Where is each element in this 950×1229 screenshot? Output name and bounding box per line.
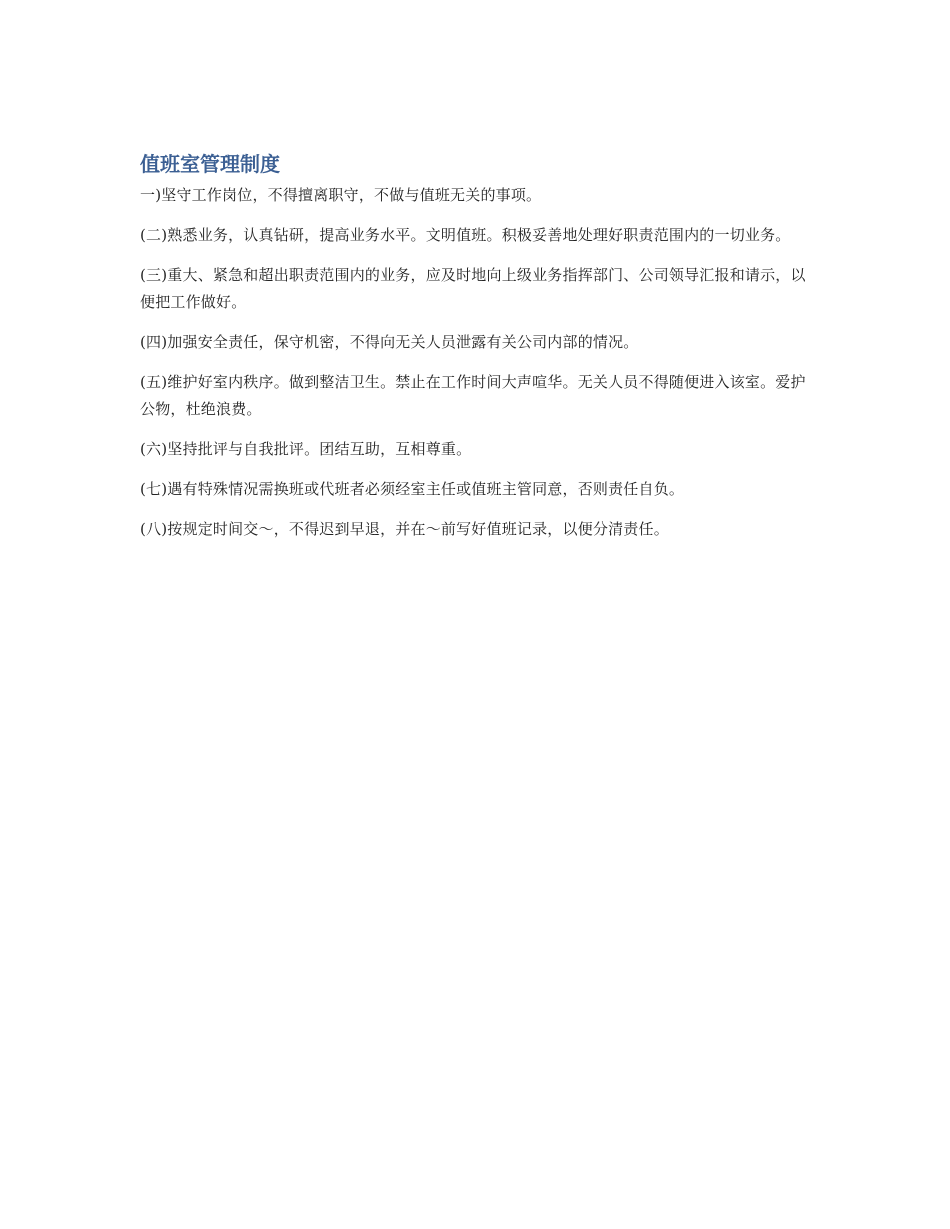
paragraph-7: (七)遇有特殊情况需换班或代班者必须经室主任或值班主管同意，否则责任自负。 bbox=[140, 480, 685, 498]
paragraph-8: (八)按规定时间交～，不得迟到早退，并在～前写好值班记录，以便分清责任。 bbox=[140, 520, 669, 538]
paragraph-6: (六)坚持批评与自我批评。团结互助，互相尊重。 bbox=[140, 440, 472, 458]
document-body bbox=[140, 150, 810, 556]
paragraph-3: (三)重大、紧急和超出职责范围内的业务，应及时地向上级业务指挥部门、公司领导汇报和请示，以便把工作做好。 bbox=[140, 266, 806, 311]
paragraph-4: (四)加强安全责任，保守机密，不得向无关人员泄露有关公司内部的情况。 bbox=[140, 333, 639, 351]
paragraph-1: 一)坚守工作岗位，不得擅离职守，不做与值班无关的事项。 bbox=[140, 186, 542, 204]
document-title: 值班室管理制度 bbox=[140, 152, 280, 176]
paragraph-2: (二)熟悉业务，认真钻研，提高业务水平。文明值班。积极妥善地处理好职责范围内的一切业务。 bbox=[140, 226, 791, 244]
paragraph-5: (五)维护好室内秩序。做到整洁卫生。禁止在工作时间大声喧华。无关人员不得随便进入该室。爱护公物，杜绝浪费。 bbox=[140, 373, 806, 418]
